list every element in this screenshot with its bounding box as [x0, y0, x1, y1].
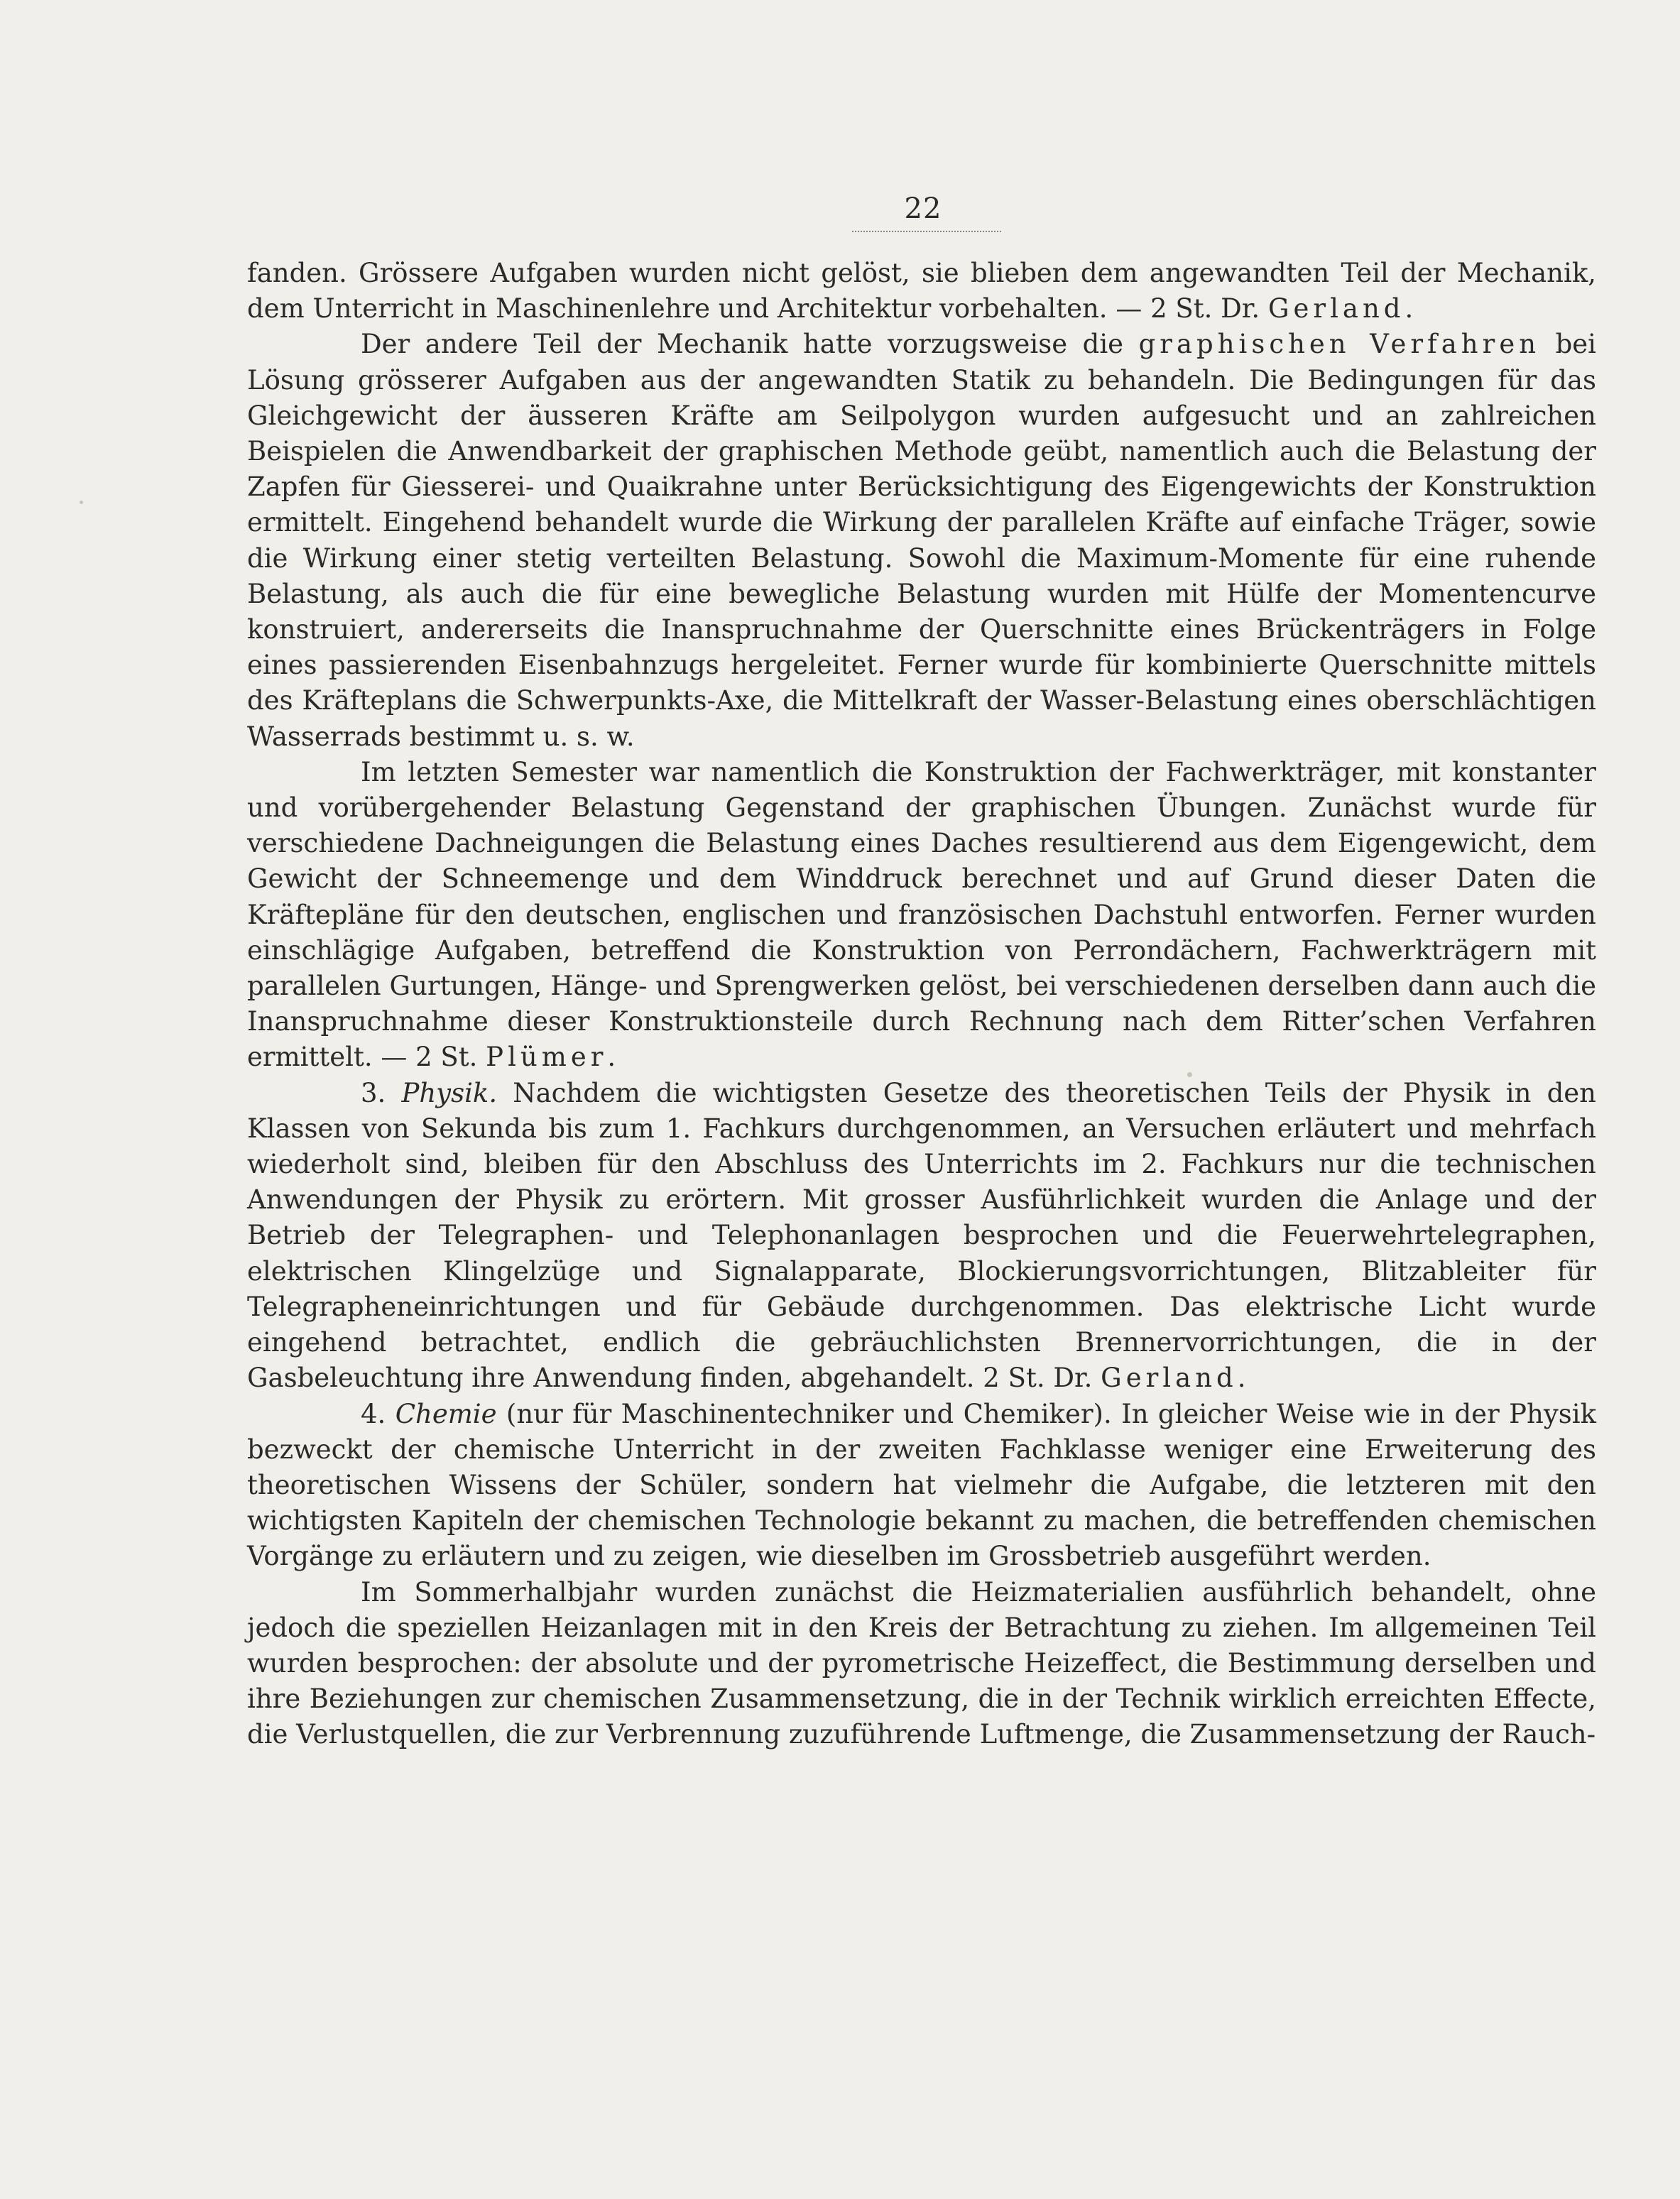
paragraph-mechanik-end: [247, 256, 1596, 327]
paragraph-graphische-verfahren: [247, 327, 1596, 754]
text-run: Der andere Teil der Mechanik hatte vorzugsweise die: [361, 329, 1139, 360]
text-run: Im Sommerhalbjahr wurden zunächst die Heizmaterialien ausführlich behandelt, ohne jedoch die speziellen Heizanlagen mit in den Kreis der Betrachtung zu ziehen. Im allgemeinen Teil wurden besprochen: der absolute und der pyrometrische Heizeffect, die Bestimmung derselben und ihre Beziehungen zur chemischen Zusammensetzung, die in der Technik wirklich erreichten Effecte, die Verlustquellen, die zur Verbrennung zuzuführende Luftmenge, die Zusammensetzung der Rauch-: [247, 1576, 1596, 1750]
text-run: .: [1404, 293, 1414, 324]
paragraph-fachwerktraeger: [247, 755, 1596, 1076]
text-run: bei Lösung grösserer Aufgaben aus der angewandten Statik zu behandeln. Die Bedingungen für das Gleichgewicht der äusseren Kräfte am Seilpolygon wurden aufgesucht und an zahlreichen Beispielen die Anwendbarkeit der graphischen Methode geübt, namentlich auch die Belastung der Zapfen für Giesserei- und Quaikrahne unter Berücksichtigung des Eigengewichts der Konstruktion ermittelt. Eingehend behandelt wurde die Wirkung der parallelen Kräfte auf einfache Träger, sowie die Wirkung einer stetig verteilten Belastung. Sowohl die Maximum-Momente für eine ruhende Belastung, als auch die für eine bewegliche Belastung wurden mit Hülfe der Momentencurve konstruiert, andererseits die Inanspruchnahme der Querschnitte eines Brückenträgers in Folge eines passierenden Eisenbahnzugs hergeleitet. Ferner wurde für kombinierte Querschnitte mittels des Kräfteplans die Schwerpunkts-Axe, die Mittelkraft der Wasser-Belastung eines oberschlächtigen Wasserrads bestimmt u. s. w.: [247, 329, 1596, 752]
paragraph-chemie: [247, 1397, 1596, 1575]
spaced-name: graphischen Verfahren: [1138, 329, 1541, 360]
text-run: Im letzten Semester war namentlich die Konstruktion der Fachwerkträger, mit konstanter und vorübergehender Belastung Gegenstand der graphischen Übungen. Zunächst wurde für verschiedene Dachneigungen die Belastung eines Daches resultierend aus dem Eigengewicht, dem Gewicht der Schneemenge und dem Winddruck berechnet und auf Grund dieser Daten die Kräftepläne für den deutschen, englischen und französischen Dachstuhl entworfen. Ferner wurden einschlägige Aufgaben, betreffend die Konstruktion von Perrondächern, Fachwerkträgern mit parallelen Gurtungen, Hänge- und Sprengwerken gelöst, bei verschiedenen derselben dann auch die Inanspruchnahme dieser Konstruktionsteile durch Rechnung nach dem Ritter’schen Verfahren ermittelt. — 2 St.: [247, 756, 1596, 1073]
spaced-name: Gerland: [1267, 293, 1405, 324]
subject-heading: Physik.: [401, 1077, 498, 1108]
paragraph-sommerhalbjahr: [247, 1575, 1596, 1753]
spaced-name: Plümer: [486, 1042, 608, 1073]
text-run: 4.: [361, 1398, 396, 1429]
page-number: 22: [904, 192, 942, 225]
text-run: .: [607, 1042, 616, 1073]
text-run: (nur für Maschinentechniker und Chemiker). In gleicher Weise wie in der Physik bezweckt der chemische Unterricht in der zweiten Fachklasse weniger eine Erweiterung des theoretischen Wissens der Schüler, sondern hat vielmehr die Aufgabe, die letzteren mit den wichtigsten Kapiteln der chemischen Technologie bekannt zu machen, die betreffenden chemischen Vorgänge zu erläutern und zu zeigen, wie dieselben im Grossbetrieb ausgeführt werden.: [247, 1398, 1596, 1572]
subject-heading: Chemie: [395, 1398, 497, 1429]
scan-speck: [1187, 1072, 1192, 1077]
text-run: .: [1237, 1363, 1246, 1394]
text-run: 3.: [361, 1077, 402, 1108]
scan-speck: [80, 501, 83, 504]
text-run: fanden. Grössere Aufgaben wurden nicht gelöst, sie blieben dem angewandten Teil der Mechanik, dem Unterricht in Maschinenlehre und Architektur vorbehalten. — 2 St. Dr.: [247, 258, 1596, 324]
paragraph-physik: [247, 1076, 1596, 1397]
spaced-name: Gerland: [1101, 1363, 1238, 1394]
body-text: [247, 256, 1596, 1753]
page-number-rule: [852, 231, 1001, 232]
text-run: Nachdem die wichtigsten Gesetze des theoretischen Teils der Physik in den Klassen von Sekunda bis zum 1. Fachkurs durchgenommen, an Versuchen erläutert und mehrfach wiederholt sind, bleiben für den Abschluss des Unterrichts im 2. Fachkurs nur die technischen Anwendungen der Physik zu erörtern. Mit grosser Ausführlichkeit wurden die Anlage und der Betrieb der Telegraphen- und Telephonanlagen besprochen und die Feuerwehrtelegraphen, elektrischen Klingelzüge und Signalapparate, Blockierungsvorrichtungen, Blitzableiter für Telegrapheneinrichtungen und für Gebäude durchgenommen. Das elektrische Licht wurde eingehend betrachtet, endlich die gebräuchlichsten Brennervorrichtungen, die in der Gasbeleuchtung ihre Anwendung finden, abgehandelt. 2 St. Dr.: [247, 1077, 1596, 1394]
